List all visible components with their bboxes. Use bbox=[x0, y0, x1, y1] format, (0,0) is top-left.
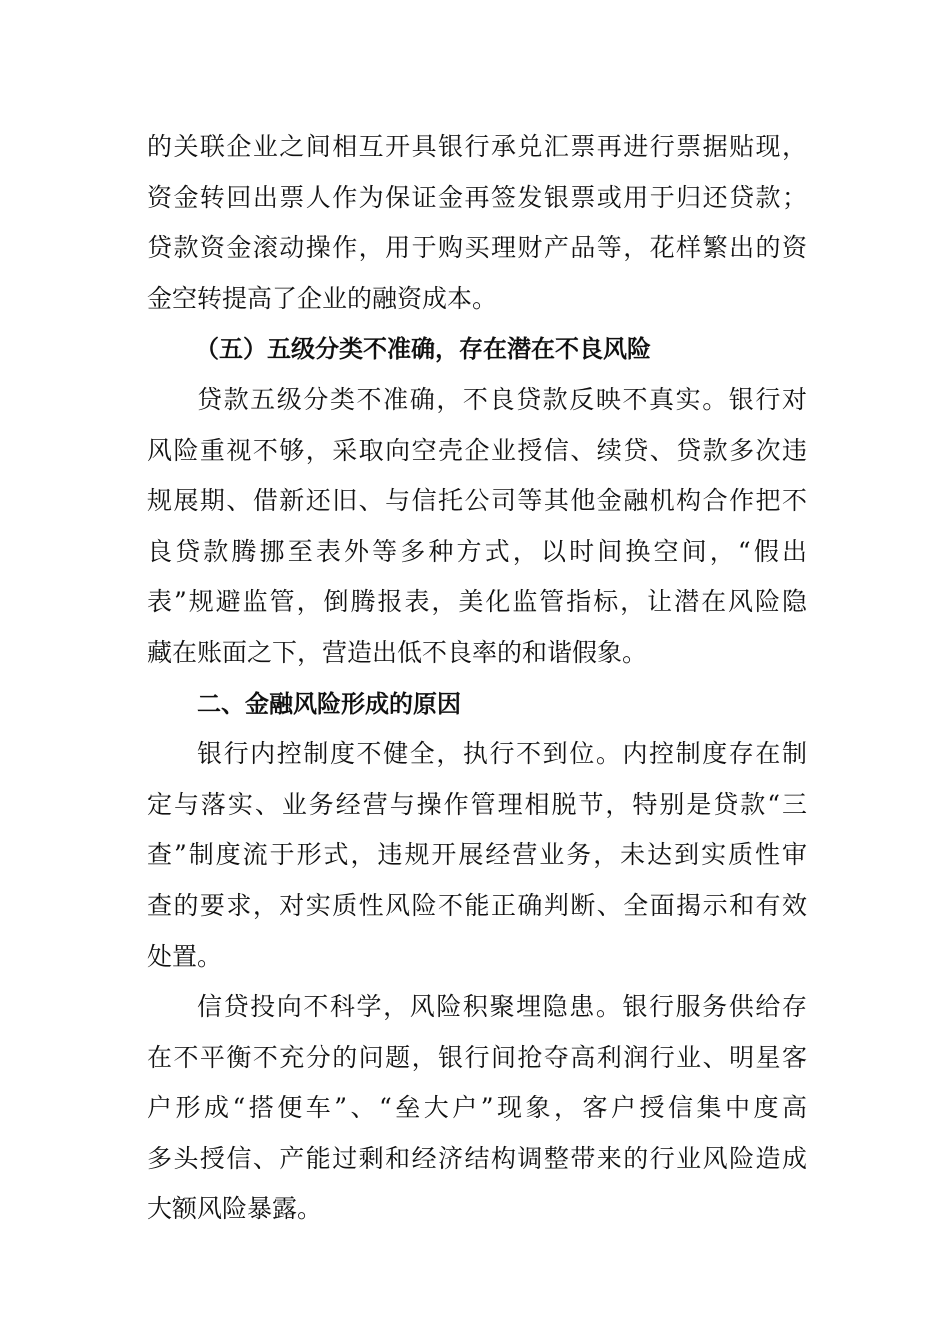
paragraph-line: 处置。 bbox=[147, 941, 223, 971]
paragraph-line: 良贷款腾挪至表外等多种方式，以时间换空间，“假出 bbox=[147, 536, 807, 566]
paragraph-line: 贷款资金滚动操作，用于购买理财产品等，花样繁出的资 bbox=[147, 233, 807, 263]
paragraph-line: 资金转回出票人作为保证金再签发银票或用于归还贷款； bbox=[147, 182, 807, 212]
paragraph-line: 规展期、借新还旧、与信托公司等其他金融机构合作把不 bbox=[147, 486, 807, 516]
paragraph-line: 贷款五级分类不准确，不良贷款反映不真实。银行对 bbox=[197, 384, 807, 414]
paragraph-line: 查的要求，对实质性风险不能正确判断、全面揭示和有效 bbox=[147, 890, 807, 920]
paragraph-line: 表”规避监管，倒腾报表，美化监管指标，让潜在风险隐 bbox=[147, 587, 807, 617]
paragraph-line: 在不平衡不充分的问题，银行间抢夺高利润行业、明星客 bbox=[147, 1042, 807, 1072]
chapter-heading: 二、金融风险形成的原因 bbox=[197, 689, 461, 718]
paragraph-line: 藏在账面之下，营造出低不良率的和谐假象。 bbox=[147, 637, 648, 667]
paragraph-line: 信贷投向不科学，风险积聚埋隐患。银行服务供给存 bbox=[197, 992, 807, 1022]
paragraph-line: 定与落实、业务经营与操作管理相脱节，特别是贷款“三 bbox=[147, 789, 807, 819]
paragraph-line: 的关联企业之间相互开具银行承兑汇票再进行票据贴现， bbox=[147, 132, 807, 161]
paragraph-line: 银行内控制度不健全，执行不到位。内控制度存在制 bbox=[197, 739, 807, 769]
paragraph-line: 查”制度流于形式，违规开展经营业务，未达到实质性审 bbox=[147, 840, 807, 870]
paragraph-line: 多头授信、产能过剩和经济结构调整带来的行业风险造成 bbox=[147, 1143, 807, 1173]
section-heading: （五）五级分类不准确，存在潜在不良风险 bbox=[195, 335, 651, 364]
paragraph-line: 户形成“搭便车”、“垒大户”现象，客户授信集中度高 bbox=[147, 1093, 807, 1123]
paragraph-line: 风险重视不够，采取向空壳企业授信、续贷、贷款多次违 bbox=[147, 435, 807, 465]
paragraph-line: 金空转提高了企业的融资成本。 bbox=[147, 283, 498, 313]
document-body bbox=[147, 122, 807, 1235]
paragraph-line: 大额风险暴露。 bbox=[147, 1194, 323, 1224]
